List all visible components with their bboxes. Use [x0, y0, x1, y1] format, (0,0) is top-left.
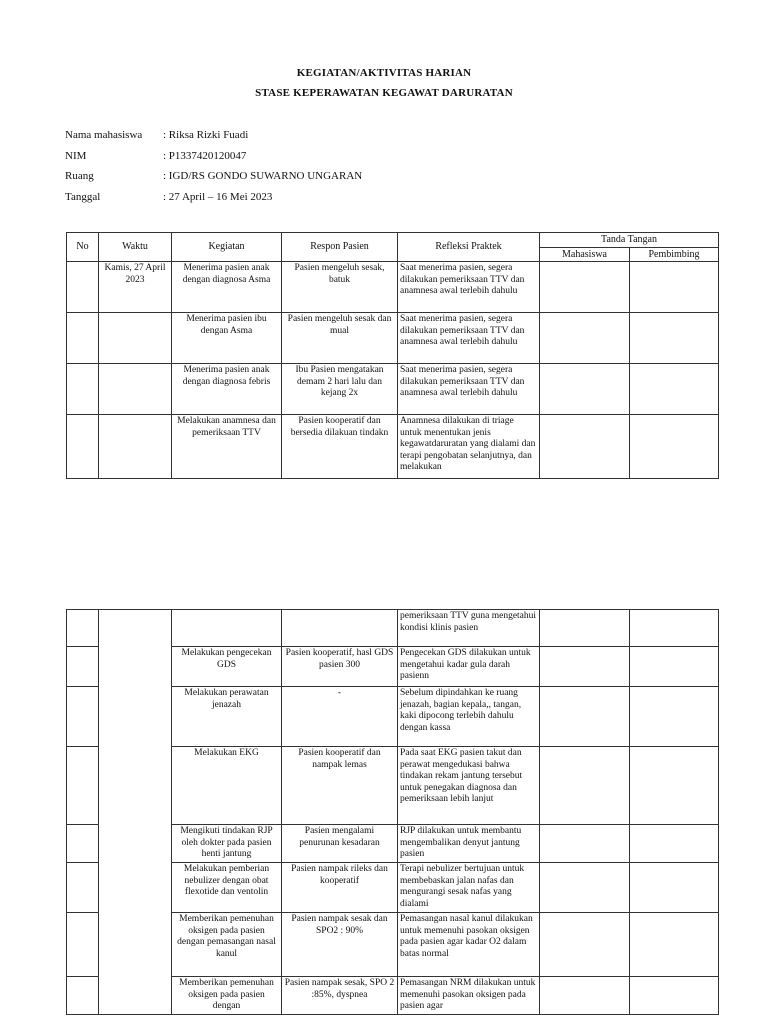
cell-pembimbing: [630, 913, 719, 977]
cell-respon: Pasien kooperatif, hasl GDS pasien 300: [282, 647, 398, 687]
cell-mahasiswa: [540, 825, 630, 863]
cell-no: [67, 647, 99, 687]
info-value: : Riksa Rizki Fuadi: [163, 129, 249, 141]
header-refleksi: Refleksi Praktek: [398, 233, 540, 262]
cell-mahasiswa: [540, 863, 630, 913]
cell-waktu: [99, 313, 172, 364]
info-row-tanggal: [65, 191, 272, 203]
info-label: Tanggal: [65, 191, 101, 203]
cell-kegiatan: Mengikuti tindakan RJP oleh dokter pada pasien henti jantung: [172, 825, 282, 863]
header-waktu: Waktu: [99, 233, 172, 262]
cell-mahasiswa: [540, 415, 630, 479]
cell-respon: Pasien nampak sesak, SPO 2 :85%, dyspnea: [282, 977, 398, 1015]
header-kegiatan: Kegiatan: [172, 233, 282, 262]
cell-kegiatan: Memberikan pemenuhan oksigen pada pasien dengan: [172, 977, 282, 1015]
cell-no: [67, 913, 99, 977]
info-row-nim: [65, 150, 246, 162]
cell-mahasiswa: [540, 610, 630, 647]
info-value: : P1337420120047: [163, 150, 247, 162]
cell-refleksi: Saat menerima pasien, segera dilakukan pemeriksaan TTV dan anamnesa awal terlebih dahulu: [398, 313, 540, 364]
table-row: [67, 262, 719, 313]
document-subtitle: STASE KEPERAWATAN KEGAWAT DARURATAN: [255, 87, 513, 99]
cell-mahasiswa: [540, 313, 630, 364]
cell-kegiatan: Melakukan pengecekan GDS: [172, 647, 282, 687]
cell-kegiatan: Melakukan perawatan jenazah: [172, 687, 282, 747]
cell-refleksi: pemeriksaan TTV guna mengetahui kondisi klinis pasien: [398, 610, 540, 647]
cell-no: [67, 610, 99, 647]
cell-mahasiswa: [540, 364, 630, 415]
table-row: [67, 415, 719, 479]
cell-waktu: [99, 415, 172, 479]
cell-pembimbing: [630, 863, 719, 913]
cell-mahasiswa: [540, 647, 630, 687]
cell-no: [67, 262, 99, 313]
cell-refleksi: Pemasangan NRM dilakukan untuk memenuhi pasokan oksigen pada pasien agar: [398, 977, 540, 1015]
cell-respon: Pasien mengeluh sesak, batuk: [282, 262, 398, 313]
cell-kegiatan: Melakukan EKG: [172, 747, 282, 825]
cell-mahasiswa: [540, 977, 630, 1015]
cell-pembimbing: [630, 610, 719, 647]
cell-no: [67, 415, 99, 479]
cell-respon: Pasien nampak sesak dan SPO2 : 90%: [282, 913, 398, 977]
cell-pembimbing: [630, 262, 719, 313]
cell-respon: Pasien nampak rileks dan kooperatif: [282, 863, 398, 913]
cell-kegiatan: Menerima pasien anak dengan diagnosa Asma: [172, 262, 282, 313]
activity-table-1: [66, 232, 719, 479]
info-label: Ruang: [65, 170, 94, 182]
cell-waktu: [99, 610, 172, 1015]
cell-respon: -: [282, 687, 398, 747]
cell-pembimbing: [630, 647, 719, 687]
cell-no: [67, 747, 99, 825]
cell-respon: Pasien kooperatif dan bersedia dilakuan tindakn: [282, 415, 398, 479]
info-row-ruang: [65, 170, 362, 182]
cell-kegiatan: Menerima pasien anak dengan diagnosa febris: [172, 364, 282, 415]
table-row: [67, 313, 719, 364]
cell-refleksi: Sebelum dipindahkan ke ruang jenazah, bagian kepala,, tangan, kaki dipocong terlebih dahulu dengan kassa: [398, 687, 540, 747]
header-respon: Respon Pasien: [282, 233, 398, 262]
cell-pembimbing: [630, 313, 719, 364]
cell-pembimbing: [630, 747, 719, 825]
cell-refleksi: Terapi nebulizer bertujuan untuk membebaskan jalan nafas dan mengurangi sesak nafas yang dialami: [398, 863, 540, 913]
header-pembimbing: Pembimbing: [630, 247, 719, 262]
cell-waktu: [99, 364, 172, 415]
cell-refleksi: Anamnesa dilakukan di triage untuk menentukan jenis kegawatdaruratan yang dialami dan terapi pengobatan selanjutnya, dan melakukan: [398, 415, 540, 479]
table-row: [67, 610, 719, 647]
cell-respon: Ibu Pasien mengatakan demam 2 hari lalu dan kejang 2x: [282, 364, 398, 415]
cell-kegiatan: Melakukan pemberian nebulizer dengan obat flexotide dan ventolin: [172, 863, 282, 913]
cell-refleksi: Saat menerima pasien, segera dilakukan pemeriksaan TTV dan anamnesa awal terlebih dahulu: [398, 364, 540, 415]
cell-refleksi: Saat menerima pasien, segera dilakukan pemeriksaan TTV dan anamnesa awal terlebih dahulu: [398, 262, 540, 313]
cell-respon: [282, 610, 398, 647]
cell-no: [67, 364, 99, 415]
cell-refleksi: Pengecekan GDS dilakukan untuk mengetahui kadar gula darah pasienn: [398, 647, 540, 687]
info-label: NIM: [65, 150, 87, 162]
info-row-nama: [65, 129, 248, 141]
cell-mahasiswa: [540, 262, 630, 313]
cell-pembimbing: [630, 687, 719, 747]
cell-pembimbing: [630, 415, 719, 479]
cell-respon: Pasien kooperatif dan nampak lemas: [282, 747, 398, 825]
cell-refleksi: RJP dilakukan untuk membantu mengembalikan denyut jantung pasien: [398, 825, 540, 863]
cell-kegiatan: Melakukan anamnesa dan pemeriksaan TTV: [172, 415, 282, 479]
cell-respon: Pasien mengeluh sesak dan mual: [282, 313, 398, 364]
header-tanda-tangan: Tanda Tangan: [540, 233, 719, 248]
header-no: No: [67, 233, 99, 262]
info-value: : IGD/RS GONDO SUWARNO UNGARAN: [163, 170, 363, 182]
cell-pembimbing: [630, 977, 719, 1015]
cell-pembimbing: [630, 825, 719, 863]
cell-mahasiswa: [540, 913, 630, 977]
cell-no: [67, 313, 99, 364]
cell-kegiatan: Memberikan pemenuhan oksigen pada pasien dengan pemasangan nasal kanul: [172, 913, 282, 977]
cell-mahasiswa: [540, 687, 630, 747]
cell-no: [67, 863, 99, 913]
cell-refleksi: Pada saat EKG pasien takut dan perawat mengedukasi bahwa tindakan rekam jantung tersebut untuk penegakan diagnosa dan pemeriksaan lebih lanjut: [398, 747, 540, 825]
cell-kegiatan: [172, 610, 282, 647]
table-row: [67, 364, 719, 415]
activity-table-2: [66, 609, 719, 1015]
document-title: KEGIATAN/AKTIVITAS HARIAN: [296, 67, 472, 79]
cell-no: [67, 977, 99, 1015]
cell-respon: Pasien mengalami penurunan kesadaran: [282, 825, 398, 863]
cell-kegiatan: Menerima pasien ibu dengan Asma: [172, 313, 282, 364]
cell-pembimbing: [630, 364, 719, 415]
info-value: : 27 April – 16 Mei 2023: [163, 191, 273, 203]
header-mahasiswa: Mahasiswa: [540, 247, 630, 262]
cell-no: [67, 825, 99, 863]
info-label: Nama mahasiswa: [65, 129, 143, 141]
cell-refleksi: Pemasangan nasal kanul dilakukan untuk memenuhi pasokan oksigen pada pasien agar kadar O2 dalam batas normal: [398, 913, 540, 977]
cell-waktu: Kamis, 27 April 2023: [99, 262, 172, 313]
cell-no: [67, 687, 99, 747]
cell-mahasiswa: [540, 747, 630, 825]
